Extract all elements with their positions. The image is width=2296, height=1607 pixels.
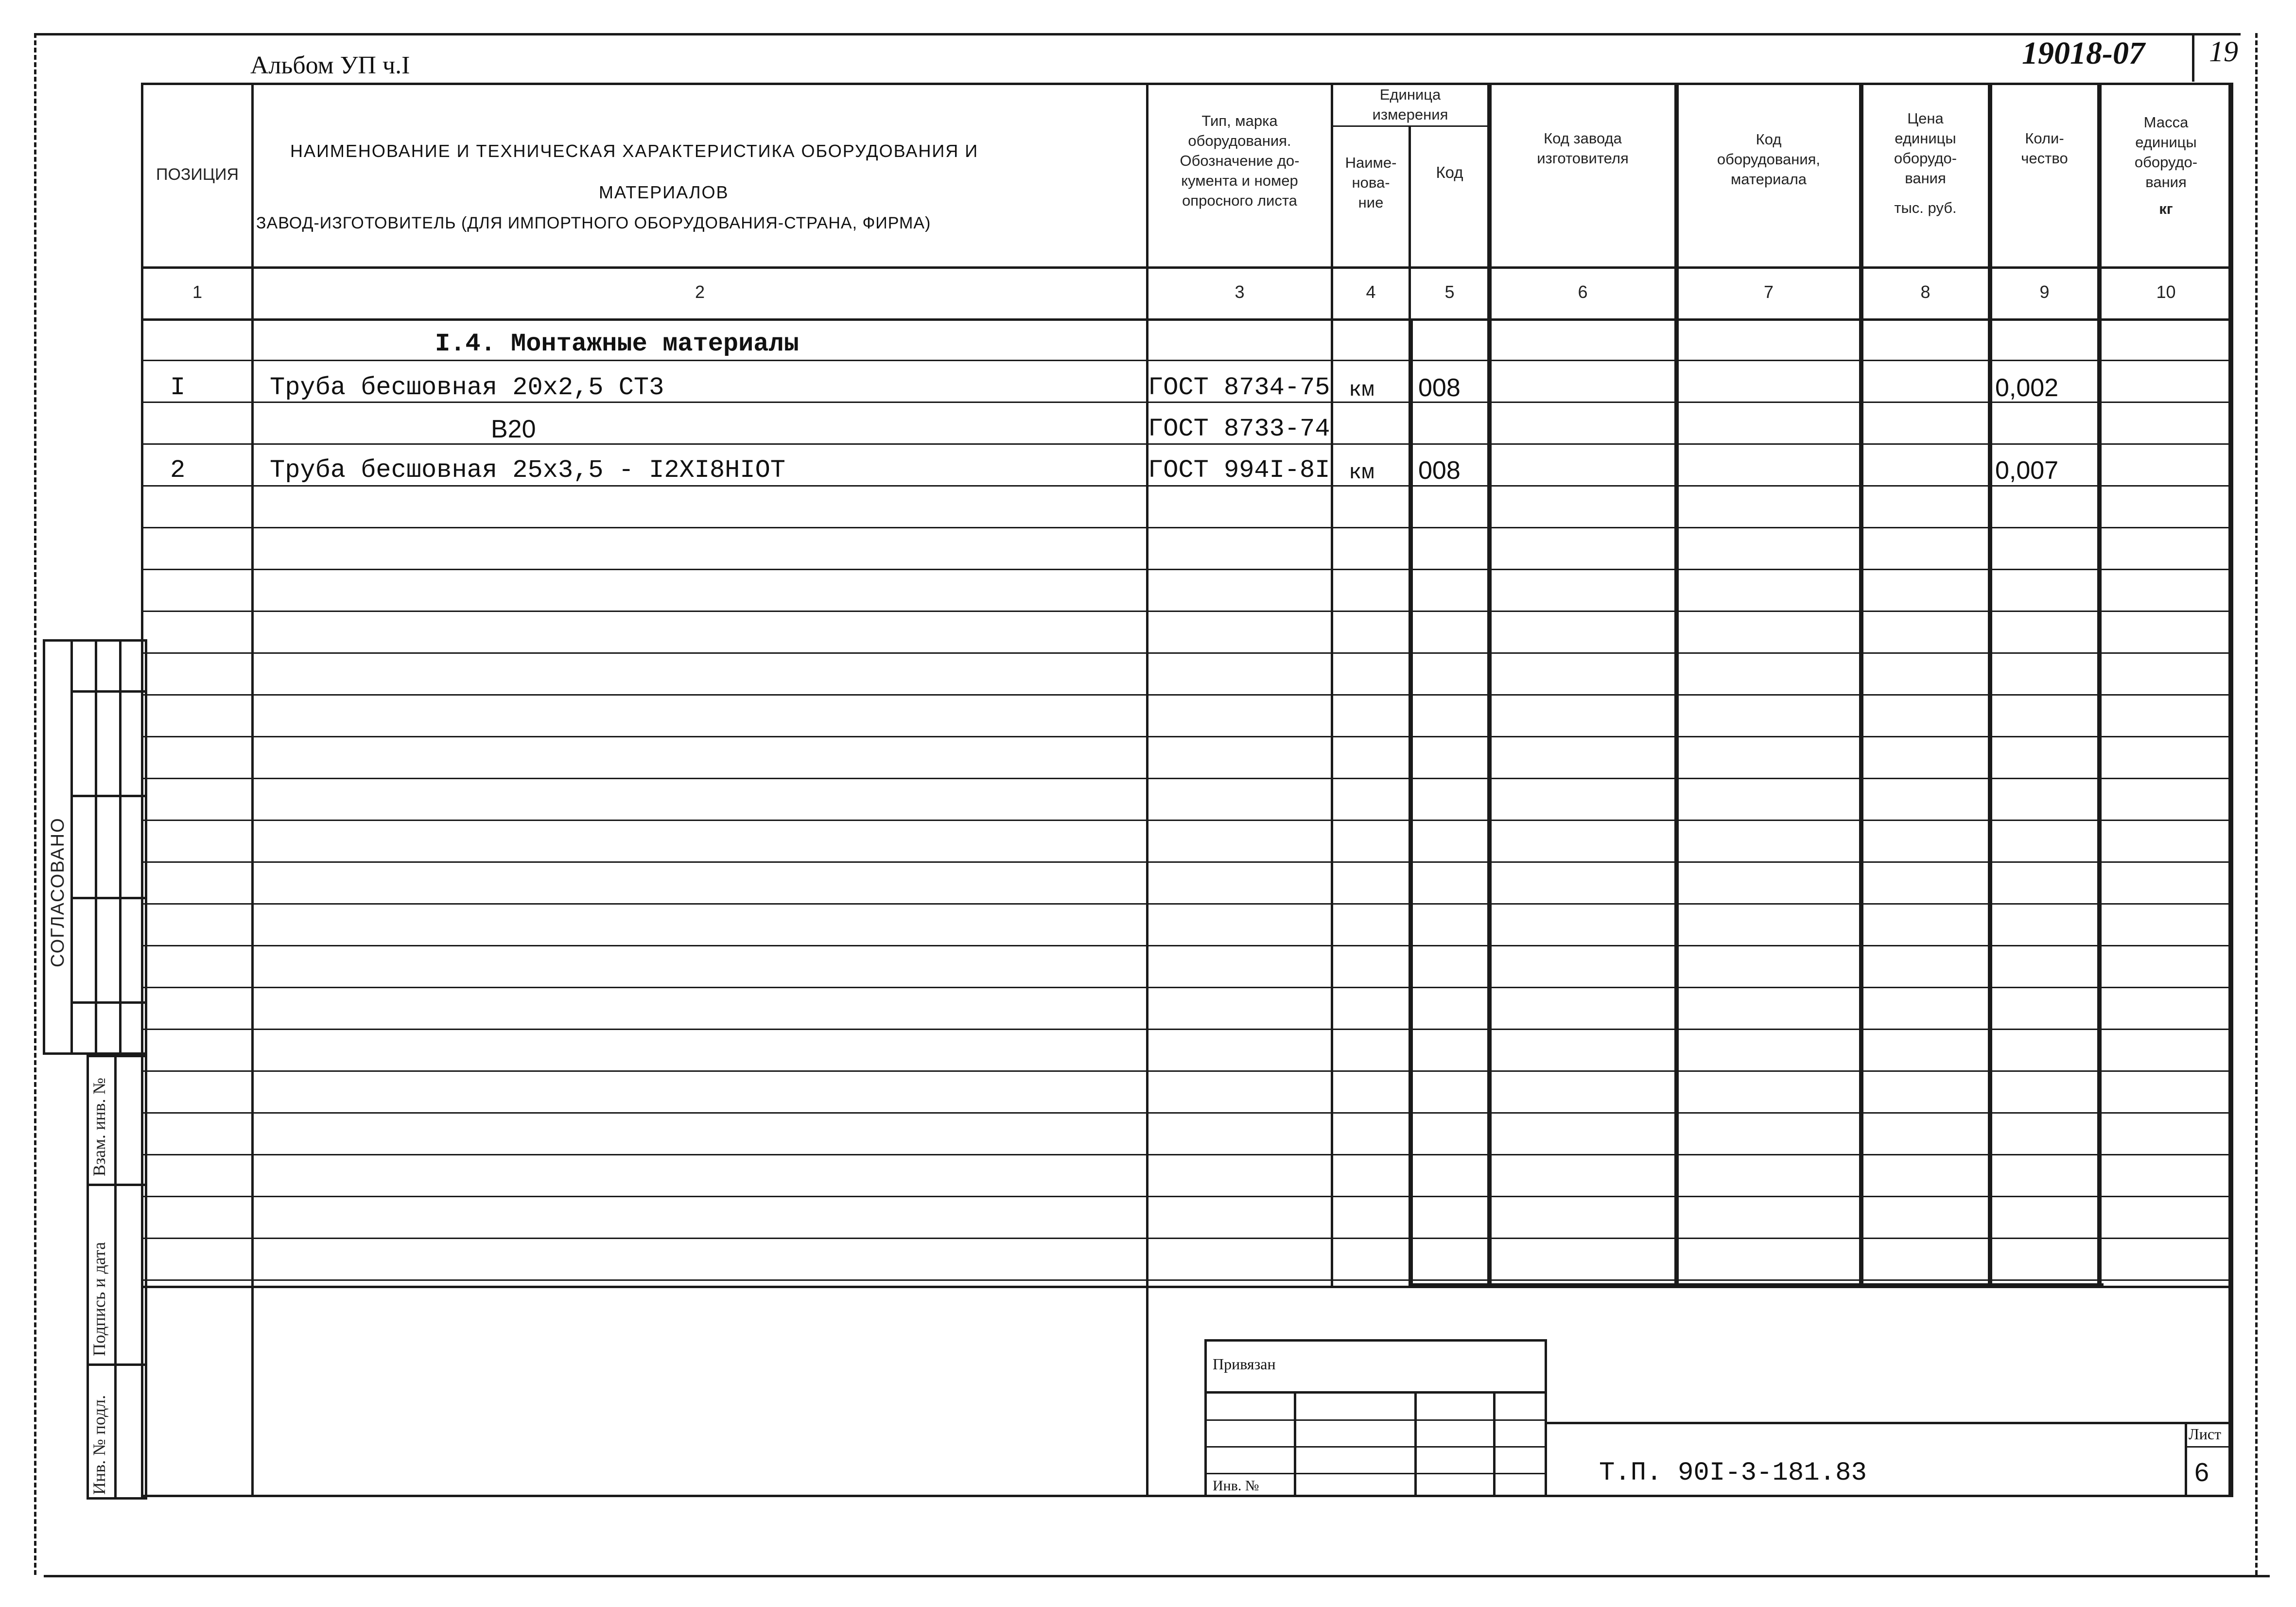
attached-row-4 — [1204, 1473, 1547, 1474]
header-unit-l2: измерения — [1372, 106, 1448, 123]
colnum-1: 1 — [192, 282, 203, 302]
row-3-doc: ГОСТ 994I-8I — [1148, 456, 1330, 485]
header-bottom-line — [141, 266, 2231, 269]
doc-number: 19018-07 — [2022, 35, 2145, 71]
row-1-unit: км — [1349, 378, 1374, 402]
inventory-block-divider — [114, 1055, 117, 1500]
row-2-name: В20 — [491, 415, 536, 443]
sheet-box-line — [2185, 1446, 2231, 1448]
colnum-8: 8 — [1920, 282, 1931, 302]
inv-replace-label: Взам. инв. № — [89, 1078, 109, 1176]
header-unit-name — [1333, 146, 1409, 219]
agreed-row-1 — [70, 690, 147, 693]
header-mass-l1: Масса — [2143, 113, 2189, 131]
colnum-4: 4 — [1366, 282, 1376, 302]
row-3-unit: км — [1349, 461, 1374, 485]
agreed-block-line-2 — [95, 639, 97, 1055]
inventory-row-2 — [87, 1363, 147, 1366]
body-row-line — [141, 611, 2231, 612]
designation-top-line — [1547, 1422, 2231, 1424]
attached-col-3 — [1493, 1391, 1496, 1497]
body-row-line — [141, 903, 2231, 905]
inventory-row-1 — [87, 1184, 147, 1186]
body-row-line — [141, 1196, 2231, 1197]
page-number: 19 — [2209, 35, 2238, 68]
attached-inv-label: Инв. № — [1213, 1478, 1259, 1494]
agreed-row-3 — [70, 897, 147, 899]
body-row-line — [141, 1154, 2231, 1155]
sheet-number: 6 — [2194, 1458, 2209, 1487]
header-equipment-code — [1678, 124, 1859, 194]
inv-orig-label: Инв. № подл. — [89, 1395, 109, 1495]
unit-group-line — [1331, 125, 1487, 127]
header-doc-l3: Обозначение до- — [1180, 152, 1300, 169]
header-unit-name-l3: ние — [1358, 193, 1384, 211]
attached-row-2 — [1204, 1419, 1547, 1421]
body-row-line — [141, 360, 2231, 361]
col-line-9 — [2097, 83, 2102, 1286]
header-factory-code-l2: изготовителя — [1537, 150, 1629, 167]
header-mass — [2101, 102, 2231, 228]
header-doc — [1148, 102, 1331, 219]
frame-bottom-line — [44, 1575, 2270, 1577]
sheet-box-divider — [2185, 1422, 2187, 1497]
body-row-line — [141, 485, 2231, 487]
col-line-10 — [2231, 83, 2233, 1497]
agreed-row-2 — [70, 795, 147, 797]
header-mass-l5: кг — [2159, 200, 2173, 217]
body-row-line — [141, 1279, 2231, 1281]
colnum-3: 3 — [1235, 282, 1245, 302]
frame-right-line — [2255, 33, 2258, 1575]
album-label: Альбом УП ч.I — [250, 52, 410, 79]
header-price-l2: единицы — [1895, 129, 1956, 147]
row-3-position: 2 — [170, 456, 186, 485]
body-row-line — [141, 1070, 2231, 1072]
header-doc-l4: кумента и номер — [1181, 172, 1298, 189]
agreed-row-4 — [70, 1001, 147, 1004]
colnum-10: 10 — [2156, 282, 2176, 302]
body-row-line — [141, 694, 2231, 696]
header-name-line1: НАИМЕНОВАНИЕ И ТЕХНИЧЕСКАЯ ХАРАКТЕРИСТИКА ОБОРУДОВАНИЯ И — [290, 141, 979, 161]
agreed-block-line-3 — [119, 639, 122, 1055]
header-mass-l3: оборудо- — [2134, 153, 2198, 171]
header-equipment-code-l1: Код — [1756, 131, 1782, 148]
col-line-8 — [1988, 83, 1992, 1286]
body-row-line — [141, 569, 2231, 570]
body-row-line — [141, 945, 2231, 946]
header-factory-code — [1491, 124, 1674, 173]
header-doc-l2: оборудования. — [1188, 132, 1291, 149]
attached-row-1 — [1204, 1391, 1547, 1394]
row-3-quantity: 0,007 — [1995, 456, 2059, 485]
page-number-divider — [2192, 33, 2194, 82]
header-equipment-code-l2: оборудования, — [1717, 151, 1821, 168]
header-name-line2: МАТЕРИАЛОВ — [599, 182, 729, 202]
header-factory-code-l1: Код завода — [1544, 130, 1622, 147]
header-unit-group — [1333, 84, 1487, 125]
row-1-doc: ГОСТ 8734-75 — [1148, 373, 1330, 402]
colnum-5: 5 — [1444, 282, 1455, 302]
header-price-l5: тыс. руб. — [1894, 199, 1957, 216]
row-1-quantity: 0,002 — [1995, 374, 2059, 402]
header-unit-code: Код — [1436, 163, 1463, 181]
header-equipment-code-l3: материала — [1730, 171, 1807, 188]
colnum-9: 9 — [2039, 282, 2050, 302]
header-name — [254, 83, 1146, 266]
row-2-doc: ГОСТ 8733-74 — [1148, 415, 1330, 443]
header-doc-l1: Тип, марка — [1201, 112, 1278, 129]
body-row-line — [141, 820, 2231, 821]
header-price-l3: оборудо- — [1894, 149, 1957, 167]
col-line-4-bold — [1409, 318, 1413, 1286]
col-line-5 — [1487, 83, 1492, 1286]
body-row-line — [141, 736, 2231, 737]
attached-label: Привязан — [1213, 1355, 1276, 1373]
header-price-l1: Цена — [1907, 109, 1944, 127]
agreed-label: СОГЛАСОВАНО — [48, 817, 68, 967]
header-mass-l2: единицы — [2135, 133, 2197, 151]
col-line-3 — [1331, 83, 1333, 1286]
attached-col-1 — [1294, 1391, 1296, 1497]
header-quantity-l2: чество — [2021, 150, 2068, 167]
col-line-7 — [1859, 83, 1863, 1286]
colnum-6: 6 — [1578, 282, 1588, 302]
header-unit-name-l1: Наиме- — [1345, 154, 1397, 171]
body-row-line — [141, 652, 2231, 654]
body-row-line — [141, 987, 2231, 988]
designation-text: Т.П. 90I-3-181.83 — [1599, 1458, 1867, 1488]
body-row-line — [141, 1112, 2231, 1114]
body-row-line — [141, 527, 2231, 528]
row-1-code: 008 — [1418, 374, 1461, 402]
row-1-name: Труба бесшовная 20х2,5 СТ3 — [270, 373, 664, 402]
header-position: ПОЗИЦИЯ — [156, 165, 239, 184]
row-3-code: 008 — [1418, 456, 1461, 485]
header-quantity — [1992, 124, 2097, 173]
row-3-name: Труба бесшовная 25х3,5 - I2XI8HIOT — [270, 456, 785, 485]
colnum-bottom-line — [141, 318, 2231, 321]
body-bottom-line — [141, 1286, 2231, 1288]
sheet-label: Лист — [2189, 1425, 2222, 1443]
header-name-line3: ЗАВОД-ИЗГОТОВИТЕЛЬ (ДЛЯ ИМПОРТНОГО ОБОРУДОВАНИЯ-СТРАНА, ФИРМА) — [256, 214, 931, 232]
header-quantity-l1: Коли- — [2025, 130, 2064, 147]
colnum-2: 2 — [695, 282, 705, 302]
header-mass-l4: вания — [2145, 173, 2187, 191]
header-unit-name-l2: нова- — [1352, 174, 1390, 191]
row-1-position: I — [170, 373, 186, 402]
body-row-line — [141, 778, 2231, 779]
col-line-6 — [1674, 83, 1679, 1286]
body-row-line — [141, 1029, 2231, 1030]
header-unit-l1: Единица — [1379, 86, 1441, 103]
sign-date-label: Подпись и дата — [89, 1242, 109, 1356]
body-row-line — [141, 1238, 2231, 1239]
header-doc-l5: опросного листа — [1182, 192, 1297, 209]
attached-row-3 — [1204, 1446, 1547, 1448]
body-row-line — [141, 861, 2231, 863]
colnum-7: 7 — [1763, 282, 1774, 302]
row-section-title: I.4. Монтажные материалы — [435, 330, 799, 358]
frame-left-line — [34, 33, 36, 1575]
header-price-l4: вания — [1905, 169, 1946, 187]
attached-col-2 — [1414, 1391, 1417, 1497]
header-price — [1863, 102, 1988, 224]
frame-top-line — [34, 33, 2241, 35]
agreed-block-line-1 — [70, 639, 73, 1055]
